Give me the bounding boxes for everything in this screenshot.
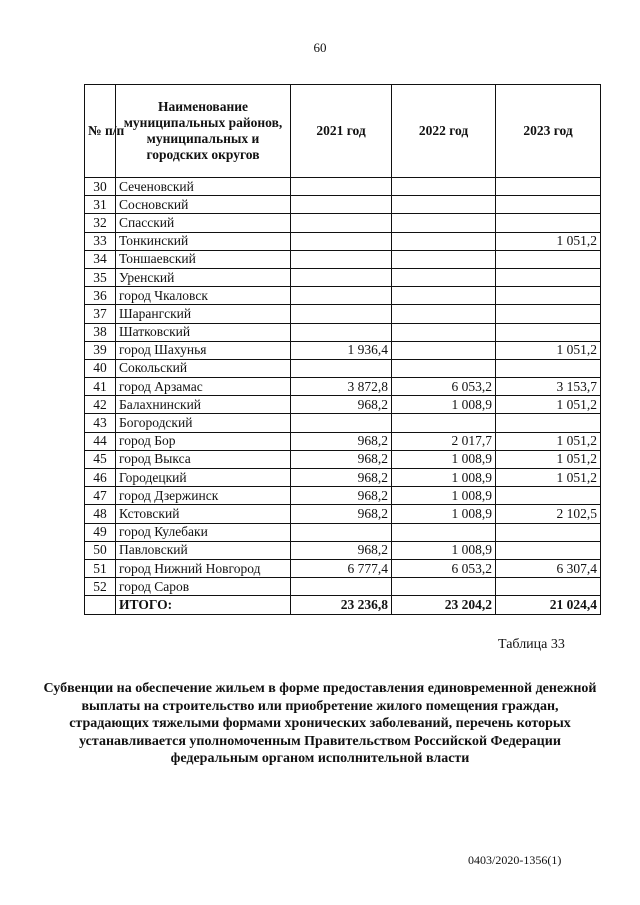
cell-num: 50 [85,541,116,559]
cell-y2023 [496,250,601,268]
table-row [85,323,601,341]
cell-y2023: 1 051,2 [496,432,601,450]
cell-num: 47 [85,487,116,505]
cell-num: 41 [85,378,116,396]
total-label: ИТОГО: [116,596,291,614]
cell-name: город Шахунья [116,341,291,359]
cell-num: 44 [85,432,116,450]
cell-name: Сокольский [116,359,291,377]
table-row [85,469,601,487]
table-row [85,578,601,596]
cell-y2022: 1 008,9 [392,541,496,559]
cell-name: Павловский [116,541,291,559]
cell-y2023 [496,359,601,377]
cell-y2021: 968,2 [291,450,392,468]
cell-y2021 [291,287,392,305]
cell-name: Шарангский [116,305,291,323]
table-row [85,341,601,359]
cell-num: 30 [85,178,116,196]
cell-name: город Чкаловск [116,287,291,305]
total-y2022: 23 204,2 [392,596,496,614]
cell-num: 37 [85,305,116,323]
page-number: 60 [313,40,327,55]
cell-num: 35 [85,268,116,286]
cell-y2023: 2 102,5 [496,505,601,523]
cell-y2023 [496,323,601,341]
cell-y2022 [392,178,496,196]
cell-name: Спасский [116,214,291,232]
cell-y2021: 968,2 [291,469,392,487]
cell-y2021: 968,2 [291,505,392,523]
cell-num: 39 [85,341,116,359]
cell-y2022 [392,323,496,341]
cell-y2023 [496,487,601,505]
cell-name: Шатковский [116,323,291,341]
cell-y2021: 968,2 [291,396,392,414]
cell-y2022 [392,232,496,250]
subsidy-table [84,84,601,615]
cell-y2021 [291,578,392,596]
cell-name: Тоншаевский [116,250,291,268]
cell-num: 33 [85,232,116,250]
cell-num: 36 [85,287,116,305]
cell-num: 51 [85,559,116,577]
table-row [85,432,601,450]
cell-y2022: 1 008,9 [392,505,496,523]
cell-y2023: 1 051,2 [496,469,601,487]
cell-y2023 [496,523,601,541]
total-y2023: 21 024,4 [496,596,601,614]
cell-name: город Бор [116,432,291,450]
cell-num: 38 [85,323,116,341]
cell-y2023: 1 051,2 [496,396,601,414]
cell-y2022: 1 008,9 [392,396,496,414]
cell-name: Тонкинский [116,232,291,250]
document-code: 0403/2020-1356(1) [468,853,562,867]
cell-name: Кстовский [116,505,291,523]
cell-y2021: 968,2 [291,487,392,505]
cell-name: город Саров [116,578,291,596]
cell-y2023 [496,305,601,323]
table-row [85,541,601,559]
cell-y2021 [291,414,392,432]
table-row [85,268,601,286]
cell-y2023 [496,578,601,596]
cell-y2022 [392,268,496,286]
cell-y2021 [291,268,392,286]
cell-y2022 [392,214,496,232]
header-name: Наименование муниципальных районов, муниципальных и городских округов [116,85,291,178]
header-2021: 2021 год [291,85,392,178]
cell-y2022: 1 008,9 [392,450,496,468]
table-row [85,523,601,541]
cell-y2023: 1 051,2 [496,232,601,250]
cell-y2021 [291,305,392,323]
cell-name: Городецкий [116,469,291,487]
table-row [85,505,601,523]
cell-y2023: 6 307,4 [496,559,601,577]
cell-name: Балахнинский [116,396,291,414]
cell-num: 32 [85,214,116,232]
cell-name: Сеченовский [116,178,291,196]
cell-y2023 [496,287,601,305]
cell-y2021: 968,2 [291,541,392,559]
cell-y2021 [291,232,392,250]
cell-num: 49 [85,523,116,541]
total-y2021: 23 236,8 [291,596,392,614]
cell-name: Богородский [116,414,291,432]
cell-name: город Нижний Новгород [116,559,291,577]
cell-num: 43 [85,414,116,432]
cell-y2021 [291,359,392,377]
cell-name: город Арзамас [116,378,291,396]
table-row [85,378,601,396]
cell-num: 46 [85,469,116,487]
table-row [85,359,601,377]
table-header-row [85,85,601,178]
table-row [85,232,601,250]
cell-y2022 [392,250,496,268]
cell-name: Уренский [116,268,291,286]
cell-y2022 [392,305,496,323]
cell-y2021: 1 936,4 [291,341,392,359]
cell-y2022 [392,414,496,432]
cell-num: 48 [85,505,116,523]
cell-num: 40 [85,359,116,377]
cell-y2023: 1 051,2 [496,341,601,359]
next-table-title: Субвенции на обеспечение жильем в форме предоставления единовременной денежной выплаты на строительство или приобретение жилого помещения граждан, страдающих тяжелыми формами хронических заболеваний, перечень которых устанавливается уполномоченным Правительством Российской Федерации федеральным органом исполнительной власти [43,681,597,766]
cell-name: город Кулебаки [116,523,291,541]
cell-y2022 [392,287,496,305]
cell-y2022 [392,196,496,214]
cell-num: 52 [85,578,116,596]
cell-name: город Выкса [116,450,291,468]
cell-y2023 [496,214,601,232]
table-row [85,178,601,196]
total-row [85,596,601,614]
cell-y2022: 1 008,9 [392,469,496,487]
table-row [85,196,601,214]
cell-num: 42 [85,396,116,414]
cell-y2021 [291,214,392,232]
cell-num: 45 [85,450,116,468]
cell-y2021: 6 777,4 [291,559,392,577]
cell-y2021 [291,196,392,214]
cell-num: 34 [85,250,116,268]
header-2023: 2023 год [496,85,601,178]
cell-y2021 [291,178,392,196]
cell-num: 31 [85,196,116,214]
cell-num [85,596,116,614]
cell-y2023: 3 153,7 [496,378,601,396]
cell-y2023 [496,268,601,286]
cell-y2021: 3 872,8 [291,378,392,396]
table-row [85,250,601,268]
cell-y2021 [291,250,392,268]
cell-name: Сосновский [116,196,291,214]
table-row [85,559,601,577]
cell-y2022 [392,359,496,377]
cell-y2022: 2 017,7 [392,432,496,450]
cell-y2022: 1 008,9 [392,487,496,505]
cell-y2021 [291,523,392,541]
table-row [85,414,601,432]
cell-y2022 [392,523,496,541]
table-row [85,450,601,468]
cell-y2022: 6 053,2 [392,378,496,396]
table-row [85,487,601,505]
cell-y2023 [496,541,601,559]
cell-y2023 [496,414,601,432]
cell-y2022 [392,578,496,596]
table-row [85,214,601,232]
cell-y2022: 6 053,2 [392,559,496,577]
next-table-label: Таблица 33 [498,637,565,652]
table-row [85,396,601,414]
cell-y2021 [291,323,392,341]
cell-y2023 [496,178,601,196]
table-body [85,178,601,615]
cell-y2021: 968,2 [291,432,392,450]
header-num: № п/п [85,85,116,178]
cell-y2022 [392,341,496,359]
cell-y2023 [496,196,601,214]
cell-y2023: 1 051,2 [496,450,601,468]
table-row [85,305,601,323]
cell-name: город Дзержинск [116,487,291,505]
table-row [85,287,601,305]
header-2022: 2022 год [392,85,496,178]
